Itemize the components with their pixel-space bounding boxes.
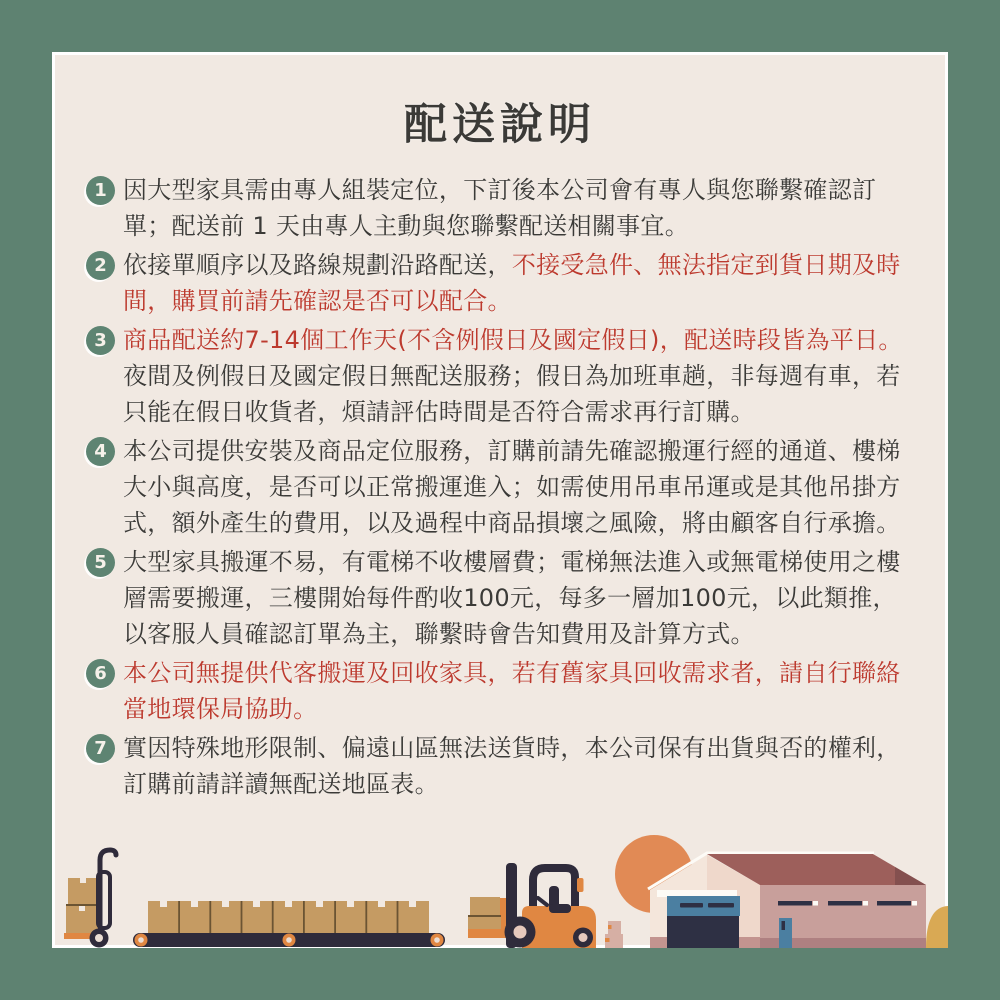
notice-text-segment: 本公司提供安裝及商品定位服務，訂購前請先確認搬運行經的通道、樓梯大小與高度，是否可以正常搬運進入；如需使用吊車吊運或是其他吊掛方式，額外產生的費用，以及過程中商品損壞之風險，將由顧客自行承擔。 xyxy=(123,437,901,537)
notice-item xyxy=(86,322,903,430)
notice-text-segment: 實因特殊地形限制、偏遠山區無法送貨時，本公司保有出貨與否的權利，訂購前請詳讀無配送地區表。 xyxy=(123,734,901,798)
notice-text xyxy=(123,247,903,319)
side-door xyxy=(779,918,792,948)
warehouse-icon xyxy=(648,853,926,948)
notice-text-segment: 因大型家具需由專人組裝定位，下訂後本公司會有專人與您聯繫確認訂單；配送前 1 天由專人主動與您聯繫配送相關事宜。 xyxy=(123,176,877,240)
hill-icon xyxy=(926,906,948,948)
notice-text-segment: 依接單順序以及路線規劃沿路配送， xyxy=(123,251,512,279)
notice-item xyxy=(86,730,903,802)
hand-truck-icon xyxy=(64,850,116,948)
page-title: 配送說明 xyxy=(404,100,596,150)
item-number-badge: 7 xyxy=(86,734,115,763)
warehouse-illustration xyxy=(52,800,948,948)
notice-text xyxy=(123,433,903,541)
parcel-stack-icon xyxy=(605,921,623,948)
notice-text-segment: 不接受急件、無法指定到貨日期及時間，購買前請先確認是否可以配合。 xyxy=(123,251,901,315)
notice-text xyxy=(123,322,903,430)
notice-text-segment: 本公司無提供代客搬運及回收家具，若有舊家具回收需求者，請自行聯絡當地環保局協助。 xyxy=(123,659,901,723)
garage-lintel xyxy=(657,890,737,897)
item-number-badge: 6 xyxy=(86,659,115,688)
conveyor-belt-icon xyxy=(133,901,445,947)
item-number-badge: 5 xyxy=(86,548,115,577)
item-number-badge: 2 xyxy=(86,251,115,280)
garage-door xyxy=(667,916,739,948)
notice-text-segment: 大型家具搬運不易，有電梯不收樓層費；電梯無法進入或無電梯使用之樓層需要搬運，三樓開始每件酌收100元，每多一層加100元，以此類推，以客服人員確認訂單為主，聯繫時會告知費用及計算方式。 xyxy=(123,548,901,648)
notice-text xyxy=(123,544,903,652)
window-slits xyxy=(778,901,917,906)
notice-item xyxy=(86,172,903,244)
item-number-badge: 4 xyxy=(86,437,115,466)
notice-list xyxy=(55,172,945,802)
notice-text xyxy=(123,655,903,727)
item-number-badge: 3 xyxy=(86,326,115,355)
notice-text xyxy=(123,172,903,244)
forklift-icon xyxy=(468,863,596,948)
notice-text xyxy=(123,730,903,802)
notice-item xyxy=(86,544,903,652)
item-number-badge: 1 xyxy=(86,176,115,205)
notice-text-segment: 商品配送約7-14個工作天(不含例假日及國定假日)，配送時段皆為平日。 xyxy=(123,326,903,354)
notice-item xyxy=(86,247,903,319)
notice-item xyxy=(86,433,903,541)
notice-item xyxy=(86,655,903,727)
notice-text-segment: 夜間及例假日及國定假日無配送服務；假日為加班車趟，非每週有車，若只能在假日收貨者，煩請評估時間是否符合需求再行訂購。 xyxy=(123,362,901,426)
